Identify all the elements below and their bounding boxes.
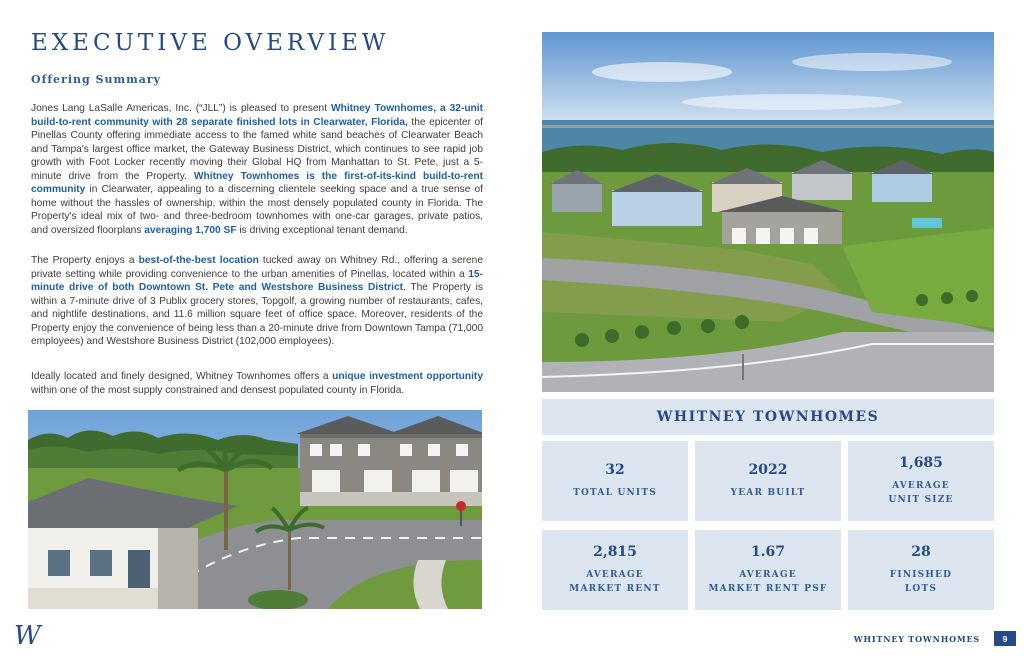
stat-label: YEAR BUILT xyxy=(730,488,806,498)
stat-total-units xyxy=(542,441,688,521)
highlight-text: best-of-the-best location xyxy=(138,255,259,266)
stat-label: AVERAGE xyxy=(739,570,797,580)
stat-label: MARKET RENT xyxy=(569,584,661,594)
stat-year-built xyxy=(695,441,841,521)
highlight-text: Whitney Townhomes is the first-of-its-kind build-to-rent community xyxy=(31,170,483,195)
stat-label: AVERAGE xyxy=(586,570,644,580)
stat-value: 1,685 xyxy=(899,455,943,471)
highlight-text: averaging 1,700 SF xyxy=(144,224,237,236)
stat-value: 32 xyxy=(605,462,625,478)
stat-value: 28 xyxy=(911,544,931,560)
stats-header: WHITNEY TOWNHOMES xyxy=(542,399,994,435)
stat-value: 2022 xyxy=(748,462,788,478)
paragraph-offering-intro: Jones Lang LaSalle Americas, Inc. (“JLL”) is pleased to present Whitney Townhomes, a 32-unit build-to-rent community with 28 separate finished lots in Clearwater, Florida, the epicenter of Pinellas County offering immediate access to the famed white sand beaches of Clearwater Beach and Tampa's largest office market, the Gateway Business District, which continues to see rapid job growth with Foot Locker recently moving their Global HQ from Manhattan to St. Pete, just a 5-minute drive from the Property. Whitney Townhomes is the first-of-its-kind build-to-rent community in Clearwater, appealing to a discerning clientele seeking space and a true sense of home without the hassles of ownership, within the most densely populated county in Florida. The Property's ideal mix of two- and three-bedroom townhomes with one-car garages, private patios, and oversized floorplans averaging 1,700 SF is driving exceptional tenant demand. xyxy=(31,103,484,236)
highlight-text: Whitney Townhomes, a 32-unit build-to-rent community with 28 separate finished lots in Clearwater, Florida, xyxy=(31,103,484,128)
community-street-photo xyxy=(28,410,482,609)
stat-average-unit-size xyxy=(848,441,994,521)
stat-label: UNIT SIZE xyxy=(888,495,954,505)
stat-label: LOTS xyxy=(904,584,938,594)
highlight-text: unique investment opportunity xyxy=(332,371,483,382)
community-aerial-photo xyxy=(542,32,994,392)
paragraph-opportunity: Ideally located and finely designed, Whitney Townhomes offers a unique investment opportunity within one of the most supply constrained and densest populated county in Florida. xyxy=(31,371,483,396)
stat-label: FINISHED xyxy=(889,570,953,580)
page-title: EXECUTIVE OVERVIEW xyxy=(31,30,390,56)
stat-label: AVERAGE xyxy=(892,481,950,491)
stat-label: TOTAL UNITS xyxy=(573,488,657,498)
section-subtitle: Offering Summary xyxy=(31,73,162,86)
paragraph-location: The Property enjoys a best-of-the-best location tucked away on Whitney Rd., offering a serene private setting while providing convenience to the urban amenities of Pinellas, located within a 15-minute drive of both Downtown St. Pete and Westshore Business District. The Property is within a 7-minute drive of 3 Publix grocery stores, Topgolf, a growing number of restaurants, cafes, and nightlife destinations, and 11.6 million square feet of office space. Moreover, residents of the Property enjoy the convenience of being less than a 20-minute drive from Downtown Tampa (71,000 employees) and Westshore Business District (102,000 employees). xyxy=(31,255,484,347)
stat-value: 2,815 xyxy=(593,544,637,560)
stat-average-market-rent-psf xyxy=(695,530,841,610)
footer-title: WHITNEY TOWNHOMES xyxy=(853,634,980,644)
highlight-text: 15-minute drive of both Downtown St. Pete and Westshore Business District xyxy=(31,268,483,293)
brand-logo: W xyxy=(14,621,41,651)
stat-finished-lots xyxy=(848,530,994,610)
stat-average-market-rent xyxy=(542,530,688,610)
stat-value: 1.67 xyxy=(750,544,786,560)
page-number: 9 xyxy=(994,631,1016,646)
stat-label: MARKET RENT PSF xyxy=(708,584,828,594)
